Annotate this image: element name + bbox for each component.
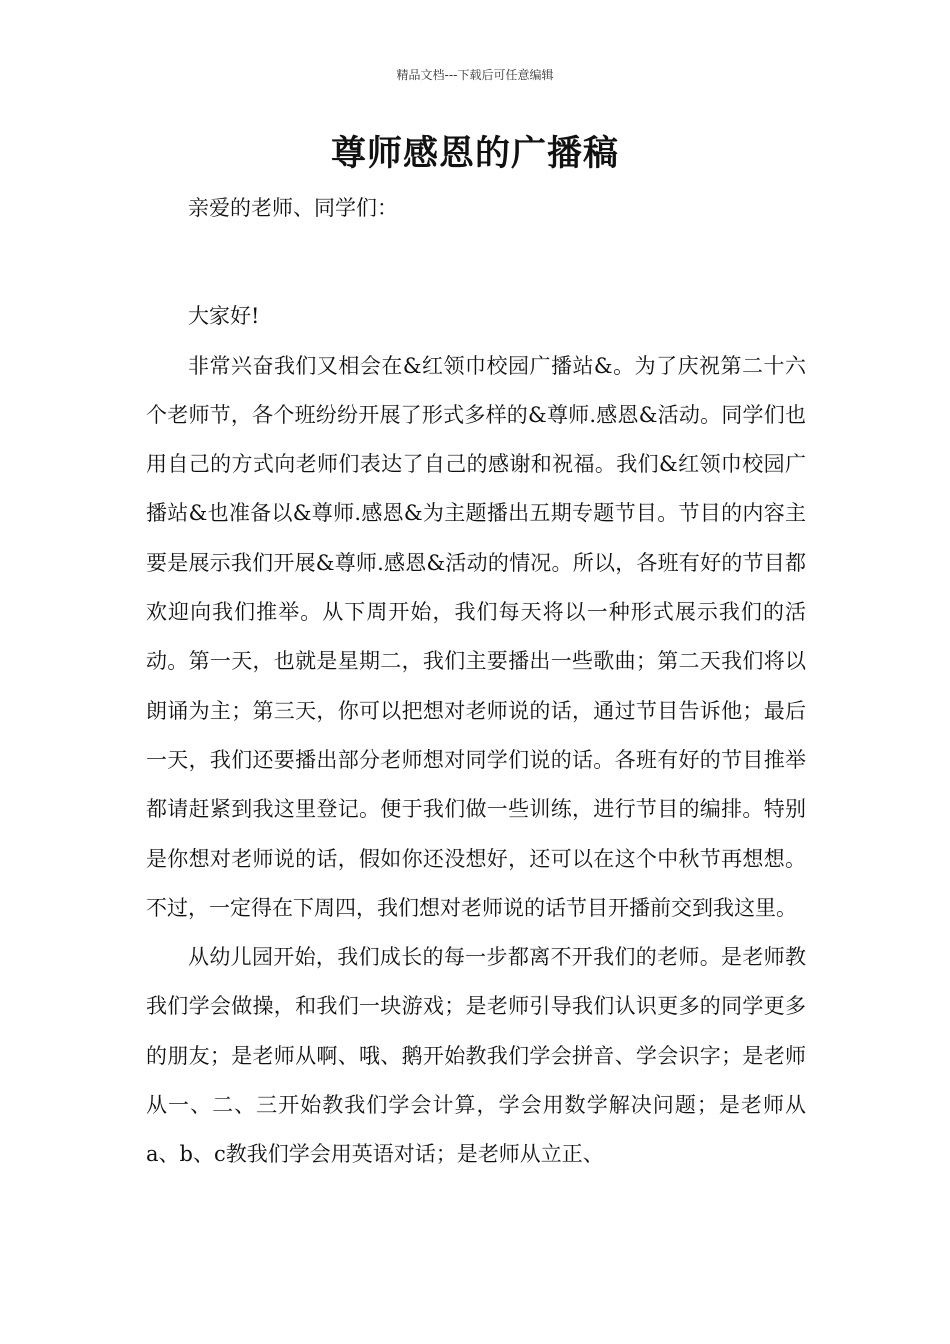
greeting: 大家好! [188,304,260,329]
paragraph: 非常兴奋我们又相会在&红领巾校园广播站&。为了庆祝第二十六个老师节，各个班纷纷开展了形式多样的&尊师.感恩&活动。同学们也用自己的方式向老师们表达了自己的感谢和祝福。我们&红领巾校园广播站&也准备以&尊师.感恩&为主题播出五期专题节目。节目的内容主要是展示我们开展&尊师.感恩&活动的情况。所以，各班有好的节目都欢迎向我们推举。从下周开始，我们每天将以一种形式展示我们的活动。第一天，也就是星期二，我们主要播出一些歌曲；第二天我们将以朗诵为主；第三天，你可以把想对老师说的话，通过节目告诉他；最后一天，我们还要播出部分老师想对同学们说的话。各班有好的节目推举都请赶紧到我这里登记。便于我们做一些训练，进行节目的编排。特别是你想对老师说的话，假如你还没想好，还可以在这个中秋节再想想。不过，一定得在下周四，我们想对老师说的话节目开播前交到我这里。 [146,353,806,920]
paragraph: 从幼儿园开始，我们成长的每一步都离不开我们的老师。是老师教我们学会做操，和我们一块游戏；是老师引导我们认识更多的同学更多的朋友；是老师从啊、哦、鹅开始教我们学会拼音、学会识字；是老师从一、二、三开始教我们学会计算，学会用数学解决问题；是老师从a、b、c教我们学会用英语对话；是老师从立正、 [146,945,806,1167]
header-note: 精品文档---下载后可任意编辑 [396,68,554,82]
salutation: 亲爱的老师、同学们： [188,196,398,220]
blank-gap [146,233,806,292]
document-body [146,184,806,1180]
document-title: 尊师感恩的广播稿 [330,134,619,174]
